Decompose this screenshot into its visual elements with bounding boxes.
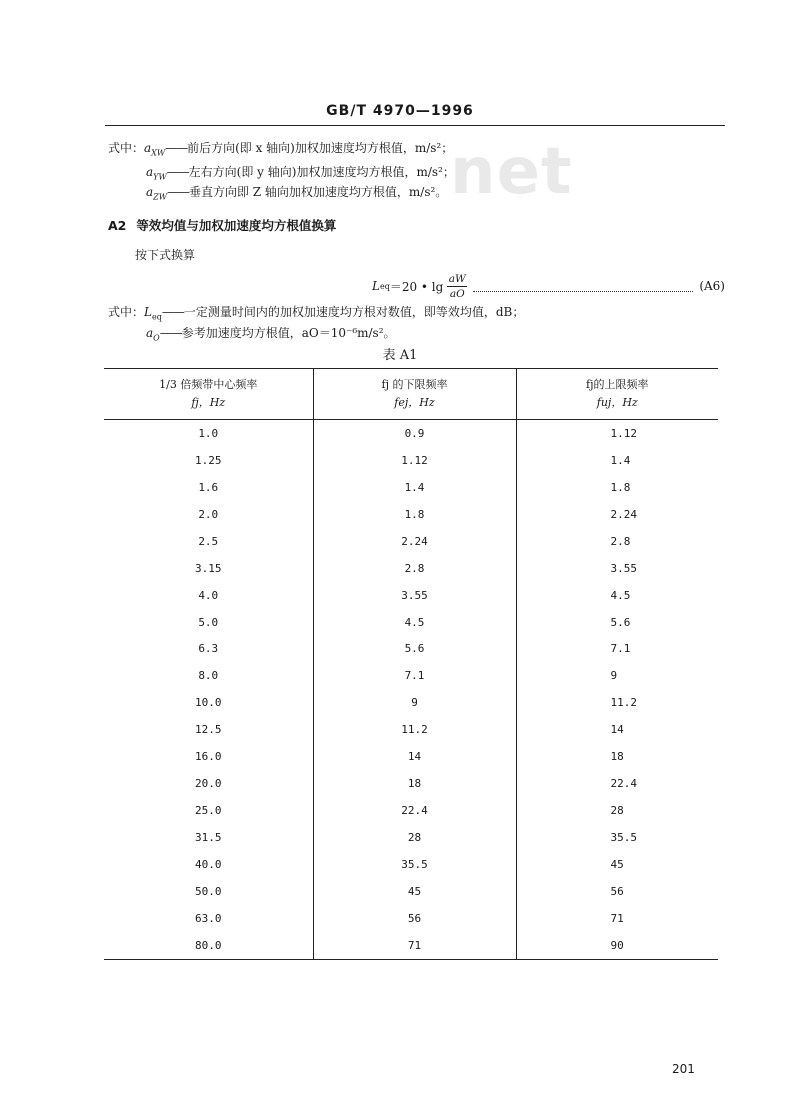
definition-line-leq <box>108 304 524 325</box>
header-center-frequency <box>104 369 313 420</box>
symbol-sub: O <box>153 333 160 343</box>
formula-lhs-sub: eq <box>379 281 390 291</box>
table-row <box>104 420 718 447</box>
table-row <box>104 905 718 932</box>
frequency-table <box>104 368 718 960</box>
lower-limit-cell: 5.6 <box>313 636 516 663</box>
center-frequency-cell: 5.0 <box>198 615 219 629</box>
lower-limit-cell: 11.2 <box>313 716 516 743</box>
definition-line-ayw <box>146 164 455 185</box>
lower-limit-cell: 4.5 <box>313 609 516 636</box>
upper-limit-cell: 1.4 <box>516 447 718 474</box>
page-number: 201 <box>672 1062 695 1076</box>
center-frequency-cell: 2.0 <box>198 507 219 521</box>
table-row <box>104 878 718 905</box>
table-row <box>104 824 718 851</box>
symbol: a <box>146 165 154 179</box>
formula-a6 <box>372 272 725 300</box>
center-frequency-cell: 8.0 <box>198 669 219 683</box>
center-frequency-cell: 40.0 <box>195 857 222 871</box>
dash: —— <box>165 141 188 155</box>
symbol-sub: XW <box>151 148 166 158</box>
definition-text: 一定测量时间内的加权加速度均方根对数值，即等效均值，dB； <box>183 305 525 319</box>
upper-limit-cell: 1.12 <box>516 420 718 447</box>
definition-intro: 式中： <box>108 141 145 155</box>
dash: —— <box>166 165 189 179</box>
lower-limit-cell: 9 <box>313 689 516 716</box>
fraction-bar <box>447 286 467 287</box>
lower-limit-cell: 2.24 <box>313 528 516 555</box>
dash: —— <box>166 185 189 199</box>
center-frequency-cell: 1.6 <box>198 480 219 494</box>
upper-limit-cell: 18 <box>516 743 718 770</box>
lower-limit-cell: 3.55 <box>313 582 516 609</box>
center-frequency-cell: 10.0 <box>195 696 222 710</box>
symbol: L <box>144 305 152 319</box>
formula-fraction <box>447 273 467 300</box>
table-body <box>104 420 718 960</box>
definition-intro: 式中： <box>108 305 145 319</box>
formula-numerator: aW <box>448 272 466 285</box>
lower-limit-cell: 22.4 <box>313 797 516 824</box>
center-frequency-cell: 20.0 <box>195 777 222 791</box>
table-row <box>104 609 718 636</box>
table-row <box>104 582 718 609</box>
table-row <box>104 662 718 689</box>
header-lower-limit <box>313 369 516 420</box>
lower-limit-cell: 28 <box>313 824 516 851</box>
upper-limit-cell: 3.55 <box>516 555 718 582</box>
lower-limit-cell: 14 <box>313 743 516 770</box>
section-number: A2 <box>108 218 127 233</box>
table-caption: 表 A1 <box>382 348 418 363</box>
center-frequency-cell: 12.5 <box>195 723 222 737</box>
upper-limit-cell: 71 <box>516 905 718 932</box>
upper-limit-cell: 7.1 <box>516 636 718 663</box>
header-upper-limit <box>516 369 718 420</box>
upper-limit-cell: 1.8 <box>516 474 718 501</box>
dash: —— <box>159 326 182 340</box>
section-title: 等效均值与加权加速度均方根值换算 <box>136 218 337 233</box>
symbol-sub: eq <box>151 312 162 322</box>
center-frequency-cell: 1.25 <box>195 453 222 467</box>
center-frequency-cell: 6.3 <box>198 642 219 656</box>
table-row <box>104 528 718 555</box>
center-frequency-cell: 16.0 <box>195 750 222 764</box>
upper-limit-cell: 22.4 <box>516 770 718 797</box>
definition-text: 前后方向(即 x 轴向)加权加速度均方根值，m/s²； <box>187 141 454 155</box>
header-line2: fj，Hz <box>191 396 226 409</box>
table-row <box>104 447 718 474</box>
lower-limit-cell: 1.8 <box>313 501 516 528</box>
table-row <box>104 474 718 501</box>
upper-limit-cell: 14 <box>516 716 718 743</box>
upper-limit-cell: 35.5 <box>516 824 718 851</box>
symbol: a <box>146 326 154 340</box>
table-row <box>104 555 718 582</box>
lower-limit-cell: 1.12 <box>313 447 516 474</box>
upper-limit-cell: 5.6 <box>516 609 718 636</box>
formula-label: (A6) <box>699 279 725 293</box>
symbol: a <box>144 141 152 155</box>
center-frequency-cell: 4.0 <box>198 588 219 602</box>
lower-limit-cell: 56 <box>313 905 516 932</box>
definition-line-azw <box>146 184 447 205</box>
lower-limit-cell: 2.8 <box>313 555 516 582</box>
lower-limit-cell: 71 <box>313 932 516 959</box>
table-row <box>104 716 718 743</box>
table-row <box>104 743 718 770</box>
dash: —— <box>161 305 184 319</box>
center-frequency-cell: 31.5 <box>195 831 222 845</box>
header-line1: fj 的下限频率 <box>381 378 448 391</box>
upper-limit-cell: 45 <box>516 851 718 878</box>
upper-limit-cell: 11.2 <box>516 689 718 716</box>
header-line1: fj的上限频率 <box>586 378 649 391</box>
table-row <box>104 932 718 959</box>
center-frequency-cell: 63.0 <box>195 911 222 925</box>
leader-dots <box>473 281 693 292</box>
upper-limit-cell: 56 <box>516 878 718 905</box>
watermark: net <box>450 135 573 209</box>
upper-limit-cell: 2.24 <box>516 501 718 528</box>
standard-code-header: GB/T 4970—1996 <box>326 103 474 119</box>
table-header-row <box>104 369 718 420</box>
center-frequency-cell: 25.0 <box>195 804 222 818</box>
table-row <box>104 770 718 797</box>
definition-text: 左右方向(即 y 轴向)加权加速度均方根值，m/s²； <box>188 165 455 179</box>
definition-line-axw <box>108 140 453 161</box>
lower-limit-cell: 1.4 <box>313 474 516 501</box>
symbol-sub: ZW <box>153 192 167 202</box>
table-row <box>104 636 718 663</box>
lower-limit-cell: 45 <box>313 878 516 905</box>
lower-limit-cell: 35.5 <box>313 851 516 878</box>
header-line2: fej，Hz <box>394 396 435 409</box>
header-rule <box>105 125 725 126</box>
formula-denominator: aO <box>449 287 465 300</box>
section-heading <box>108 216 336 234</box>
header-line1: 1/3 倍频带中心频率 <box>159 378 258 391</box>
section-intro: 按下式换算 <box>135 248 196 262</box>
definition-text: 参考加速度均方根值，aO＝10⁻⁶m/s²。 <box>181 326 396 340</box>
center-frequency-cell: 80.0 <box>104 932 313 959</box>
table-row <box>104 851 718 878</box>
formula-lhs: L <box>372 279 380 293</box>
definition-text: 垂直方向即 Z 轴向加权加速度均方根值，m/s²。 <box>188 185 448 199</box>
upper-limit-cell: 90 <box>516 932 718 959</box>
upper-limit-cell: 4.5 <box>516 582 718 609</box>
symbol-sub: YW <box>153 172 167 182</box>
lower-limit-cell: 7.1 <box>313 662 516 689</box>
header-line2: fuj，Hz <box>596 396 638 409</box>
table-row <box>104 797 718 824</box>
center-frequency-cell: 3.15 <box>195 561 222 575</box>
upper-limit-cell: 9 <box>516 662 718 689</box>
table-row <box>104 501 718 528</box>
lower-limit-cell: 18 <box>313 770 516 797</box>
table-row <box>104 689 718 716</box>
center-frequency-cell: 50.0 <box>195 884 222 898</box>
formula-eq: ＝20 • lg <box>389 279 444 294</box>
upper-limit-cell: 2.8 <box>516 528 718 555</box>
symbol: a <box>146 185 154 199</box>
lower-limit-cell: 0.9 <box>313 420 516 447</box>
upper-limit-cell: 28 <box>516 797 718 824</box>
center-frequency-cell: 2.5 <box>198 534 219 548</box>
center-frequency-cell: 1.0 <box>198 426 219 440</box>
